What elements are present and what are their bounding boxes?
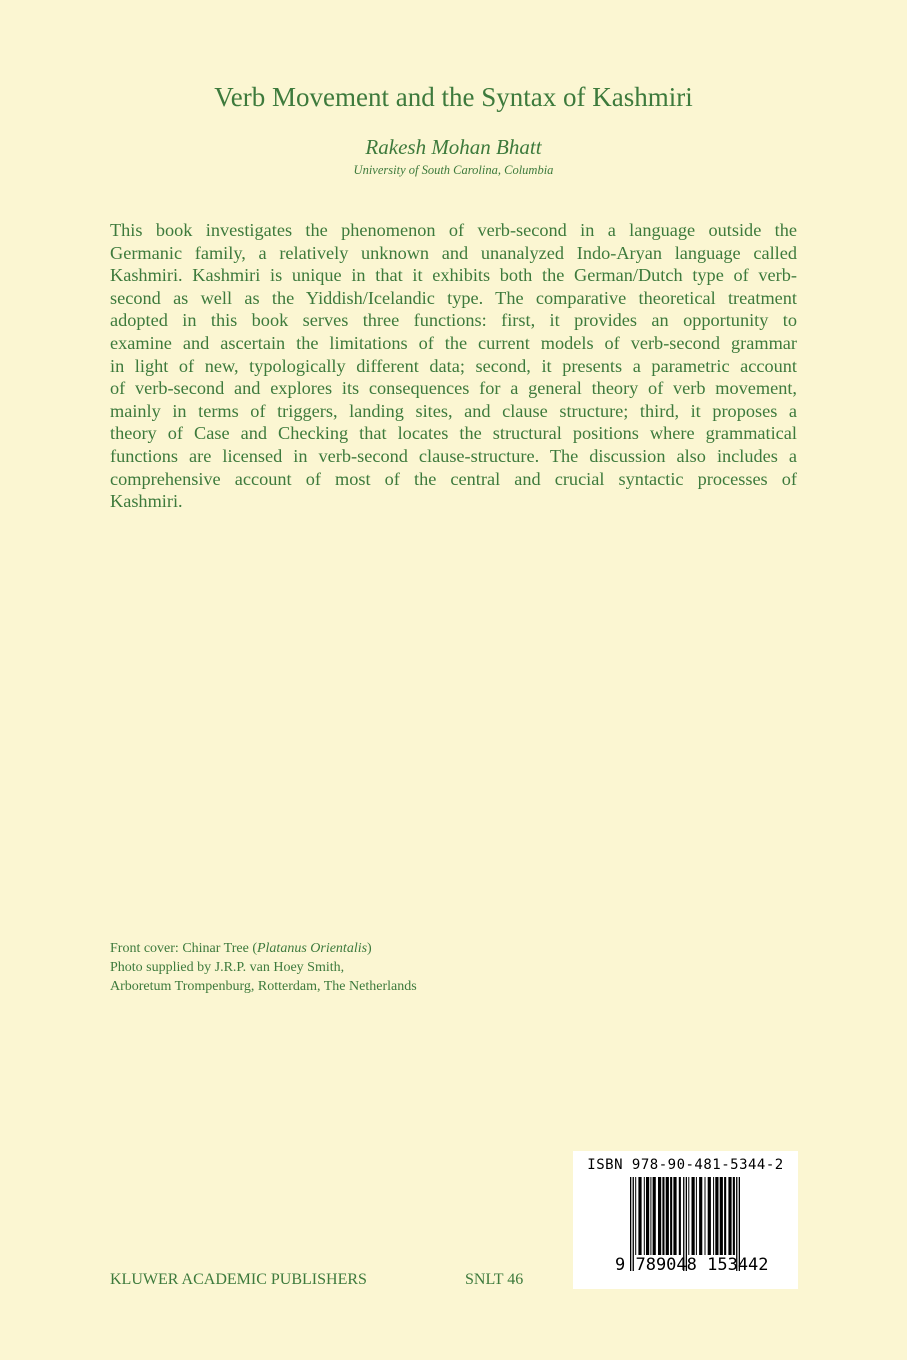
description-line: functions are licensed in verb-second clause-structure. The discussion also includes a	[110, 445, 797, 466]
barcode-bar	[666, 1177, 669, 1255]
barcode-bar	[696, 1177, 697, 1255]
barcode-bar	[728, 1177, 731, 1255]
barcode-bar	[638, 1177, 641, 1255]
barcode-bar	[713, 1177, 714, 1255]
barcode-bar	[662, 1177, 664, 1255]
cover-credits	[110, 939, 417, 996]
description-line: This book investigates the phenomenon of verb-second in a language outside the	[110, 220, 797, 240]
description-line: mainly in terms of triggers, landing sites, and clause structure; third, it proposes a	[110, 400, 797, 421]
credit-line-2: Photo supplied by J.R.P. van Hoey Smith,	[110, 960, 345, 975]
book-title: Verb Movement and the Syntax of Kashmiri	[214, 82, 693, 112]
description-line: Kashmiri.	[110, 491, 183, 512]
barcode-bar	[679, 1177, 681, 1255]
description-line: examine and ascertain the limitations of the current models of verb-second grammar	[110, 332, 797, 353]
barcode-bar	[650, 1177, 651, 1255]
barcode-bar	[670, 1177, 672, 1255]
barcode-bar	[644, 1177, 645, 1255]
credit-line-3: Arboretum Trompenburg, Rotterdam, The Netherlands	[110, 979, 417, 994]
barcode-bar	[705, 1177, 706, 1255]
barcode-bar	[692, 1177, 695, 1255]
author-name: Rakesh Mohan Bhatt	[365, 135, 542, 159]
description-line: theory of Case and Checking that locates the structural positions where grammatical	[110, 423, 797, 444]
series-number: SNLT 46	[465, 1271, 524, 1288]
description-line: Germanic family, a relatively unknown and unanalyzed Indo-Aryan language called	[110, 242, 797, 263]
isbn-label: ISBN 978-90-481-5344-2	[587, 1157, 784, 1173]
barcode-bar	[635, 1177, 636, 1255]
ean-digits: 9 789048 153442	[615, 1255, 769, 1275]
barcode-bar	[673, 1177, 676, 1255]
book-description	[110, 219, 797, 513]
barcode-bar	[724, 1177, 726, 1255]
description-line: of verb-second and explores its consequences for a general theory of verb movement,	[110, 378, 797, 399]
description-line: adopted in this book serves three functions: first, it provides an opportunity to	[110, 310, 797, 331]
barcode-bar	[646, 1177, 649, 1255]
credit-line-1: Front cover: Chinar Tree (Platanus Orientalis)	[110, 941, 372, 956]
description-line: second as well as the Yiddish/Icelandic type. The comparative theoretical treatment	[110, 287, 797, 308]
publisher-name: KLUWER ACADEMIC PUBLISHERS	[110, 1271, 367, 1288]
description-line: comprehensive account of most of the central and crucial syntactic processes of	[110, 468, 797, 489]
description-line: in light of new, typologically different data; second, it presents a parametric account	[110, 355, 797, 376]
barcode-bar	[653, 1177, 656, 1255]
barcode-bar	[699, 1177, 702, 1255]
barcode-bar	[720, 1177, 723, 1255]
barcode-bar	[688, 1177, 689, 1255]
author-affiliation: University of South Carolina, Columbia	[353, 163, 554, 177]
barcode-bar	[715, 1177, 718, 1255]
barcode-bar	[733, 1177, 735, 1255]
barcode-bar	[708, 1177, 711, 1255]
description-line: Kashmiri. Kashmiri is unique in that it exhibits both the German/Dutch type of verb-	[110, 265, 797, 286]
barcode-bar	[658, 1177, 661, 1255]
isbn-barcode	[573, 1151, 798, 1289]
